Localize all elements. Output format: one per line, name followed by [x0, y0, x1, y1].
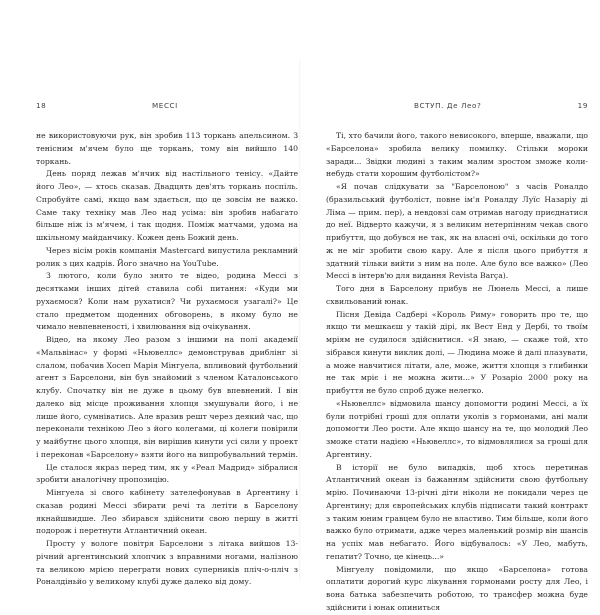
paragraph: Це сталося якраз перед тим, як у «Реал Мадрид» зібралися зробити аналогічну пропозицію. — [36, 462, 298, 485]
paragraph: Мінгуелу повідомили, що якщо «Барселона» готова оплатити дорогий курс лікування гормонами росту для Лео, і вона батька забезпечить роботою, то трансфер можна буде здійснити і юнак опиниться — [326, 564, 588, 612]
paragraph: З лютого, коли було знято те відео, родина Мессі з десятками інших дітей ставила собі питання: «Куди ми рухаємося? Коли нам рухатися? Чи рухаємося узагалі?» Це стало предметом щоденних обговорень, в якому було не чимало невпевненості, і хвилювання від очікування. — [36, 271, 298, 332]
left-page-body — [36, 130, 298, 589]
right-page — [326, 101, 588, 615]
right-page-number: 19 — [577, 101, 588, 110]
paragraph: Відео, на якому Лео разом з іншими на полі академії «Мальвінас» у формі «Ньювеллс» демонстрував дриблінг зі слалом, побачив Хосеп Марія Мінгуела, впливовий футбольний агент з Барселони, він був знайомий з членом Каталонського клубу. Спочатку він не дуже в цьому був впевнений. І він далеко від місце проживання хлопця змушували його, і не лише його, сумніватись. Але вразив решт через деякий час, що переконали технікою Лео з його колегами, ці колеги повірили у майбутнє цього хлопця, він вирішив кинути усі сили у проект і переконав «Барселону» взяти його на випробувальний термін. — [36, 335, 298, 459]
left-page-number: 18 — [36, 101, 47, 110]
paragraph: Пісня Девіда Садбері «Король Риму» говорить про те, що якщо ти мешкаєш у такій дірі, як Вест Енд у Дербі, то твоїм мріям не судилося здійснитися. «Я знаю, — скаже той, хто зібрався кинути виклик долі, — Людина може й далі плазувати, а може навчитися літати, але, може, життя хлопця з глибинки не так мріє і не можна жити...» У Розаріо 2000 року на прибуття не було спроб дуже нелегко. — [326, 309, 588, 395]
right-page-header — [326, 101, 588, 115]
paragraph: «Ньювеллс» відмовила шансу допомогти родині Мессі, а їх були потрібні гроші для оплати уколів з гормонами, ані мали допомогти Лео рости. Але якщо шансу на те, що молодий Лео зможе стати надією «Ньювеллс», то відмовлялися за гроші для Аргентину. — [326, 398, 588, 459]
paragraph: Того дня в Барселону прибув не Люнель Мессі, а лише схвильований юнак. — [326, 284, 588, 306]
paragraph: Просту у вологе повітря Барселони з літака вийшов 13-річний аргентинський хлопчик з вправними ногами, налізною та великою мрією переграти нових суперників пліч-о-пліч з Роналдіньйо у великому клубі дуже далеко від дому. — [36, 539, 298, 587]
paragraph: не використовуючи рук, він зробив 113 торкань апельсином. З тенісним м'ячем було ще торкань, тому він вийшло 140 торкань. — [36, 131, 298, 166]
left-running-title: МЕССІ — [152, 101, 178, 110]
left-page-header — [36, 101, 298, 115]
paragraph: Мінгуела зі свого кабінету зателефонував в Аргентину і сказав родині Мессі збирати речі та летіти в Барселону якнайшвидше. Лео збирався здійснити свою першу в житті подорож і перетнути Атлантичний океан. — [36, 488, 298, 536]
book-gutter-shadow — [299, 60, 301, 580]
paragraph: «Я почав слідкувати за "Барселоною" з часів Роналдо (бразильський футболіст, повне ім'я Роналду Луїс Назаріу ді Ліма — прим. пер), а невдовзі сам отримав нагоду приєднатися до неї. Відверто кажучи, я з великим нетерпінням чекав свого прибуття, що добувся не так, як на власні очі, оскільки до того ж не міг зробити свою кару. Але я після цього прибуття я здатний тільки вийти з ним на поле. Але було все важко» (Лео Мессі в інтерв'ю для видання Revista Barça). — [326, 182, 588, 281]
left-page — [36, 101, 298, 589]
right-page-body — [326, 130, 588, 615]
right-running-title: ВСТУП. Де Лео? — [414, 101, 482, 110]
paragraph: В історії не було випадків, щоб хтось перетинав Атлантичний океан із бажанням здійснити свою футбольну мрію. Починаючи 13-річні діти ніколи не покидали через це Аргентину; для європейських клубів підписати такий контракт з таким юним гравцем було не властиво. Тим більше, коли його важко було отримати, адже через маленький розмір він шансів на успіх мав небагато. Його відбувалось: «У Лео, мабуть, гепатит? Точно, це кінець...» — [326, 462, 588, 561]
paragraph: Ті, хто бачили його, такого невисокого, вперше, вважали, що «Барселона» зробила велику помилку. Стільки мороки заради... Звідки людині з таким малим зростом зможе коли-небудь стати хорошим футболістом?» — [326, 131, 588, 179]
paragraph: День поряд лежав м'ячик від настільного тенісу. «Дайте його Лео», — хтось сказав. Двадцять дев'ять торкань поспіль. Спробуйте самі, якщо вам здається, що це зовсім не важко. Саме таку техніку мав Лео над усіма: він зробив набагато більше ніж із м'ячем, і так щодня. Поміж матчами, удома на шкільному майданчику. Кожен день Божий день. — [36, 169, 298, 242]
paragraph: Через вісім років компанія Mastercard випустила рекламний ролик з цих кадрів. Його значно на YouTube. — [36, 245, 298, 268]
